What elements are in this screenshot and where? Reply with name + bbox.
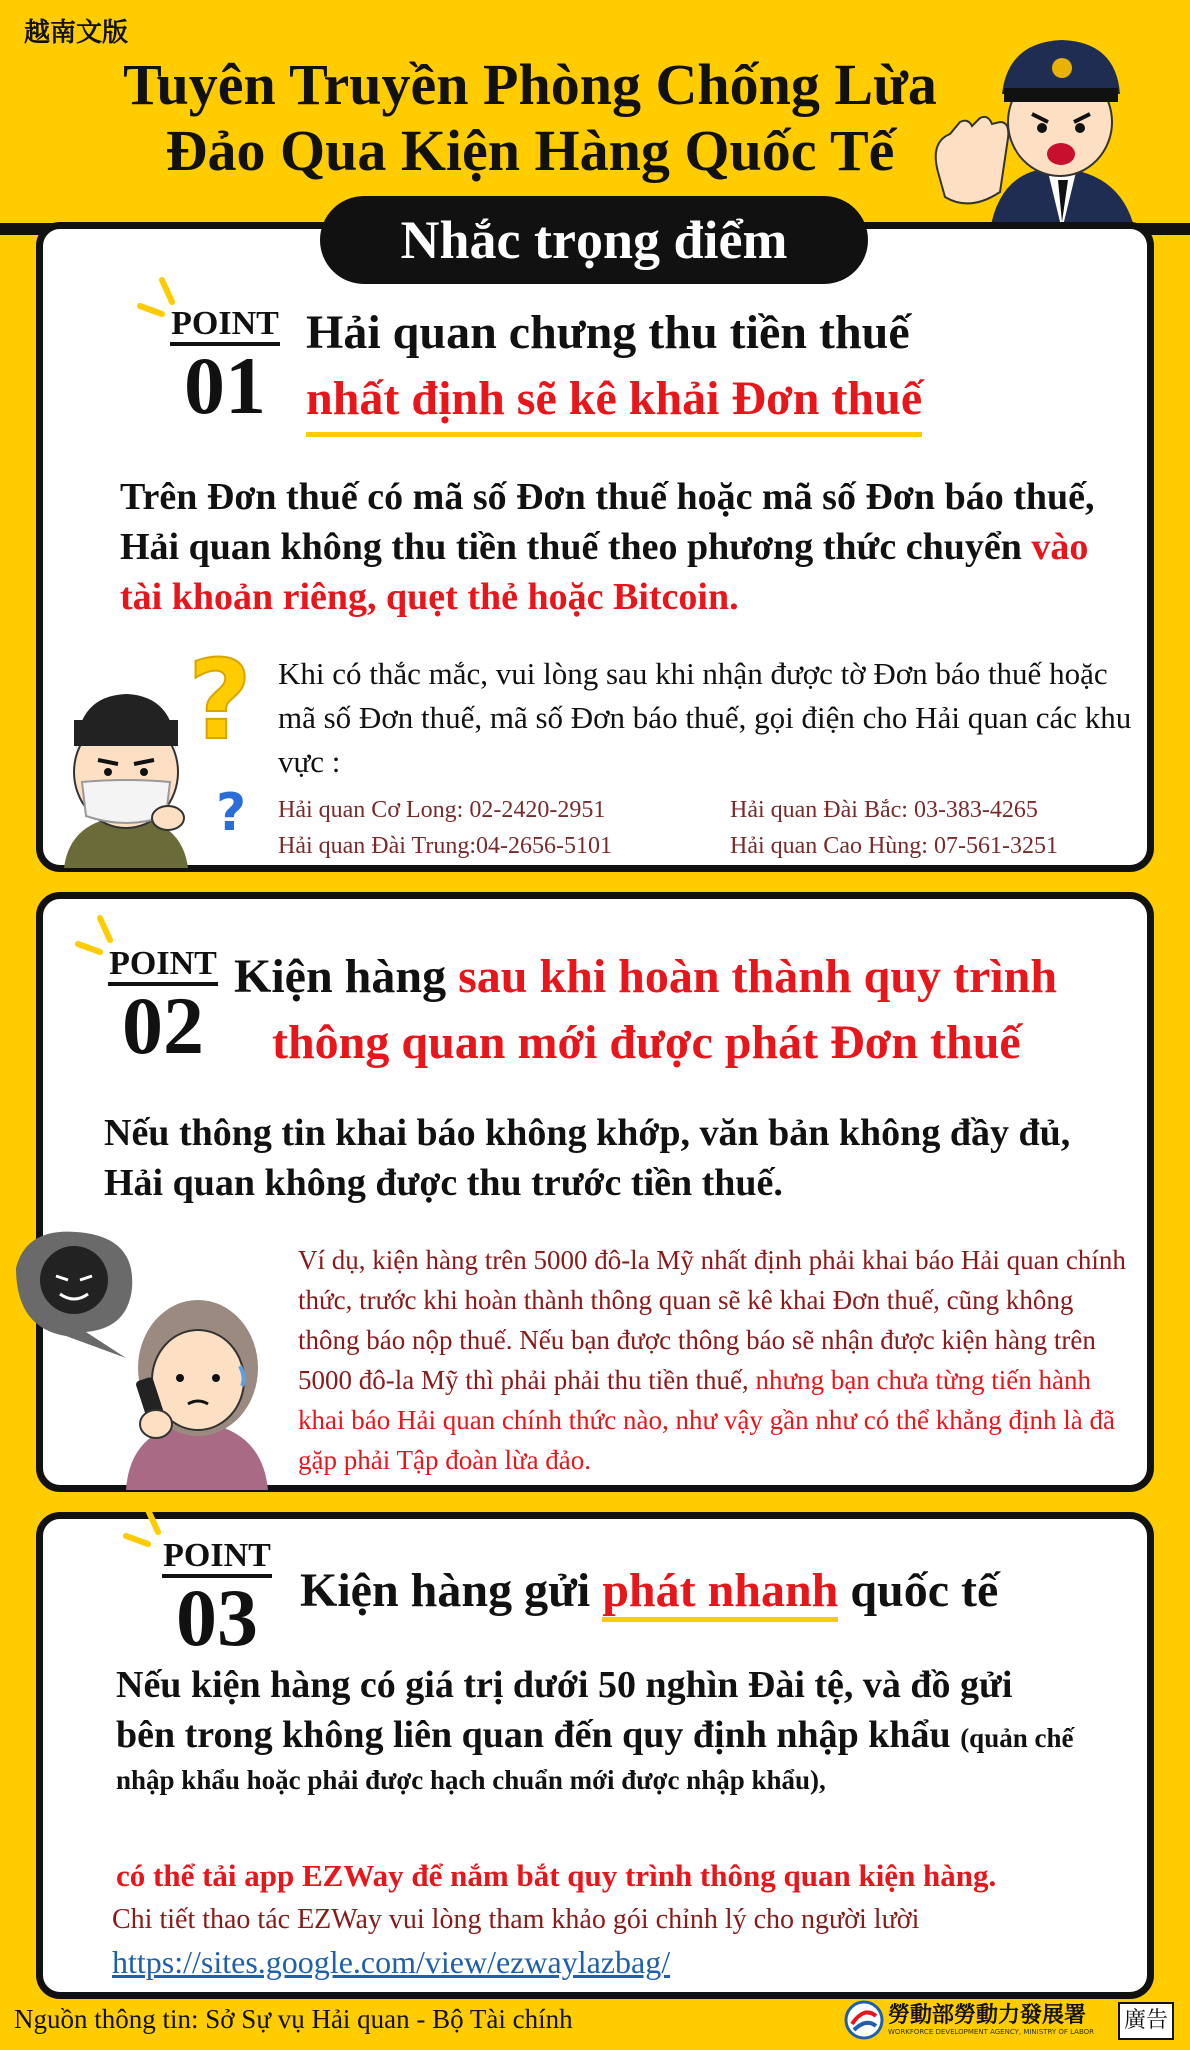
contact-taipei: Hải quan Đài Bắc: 03-383-4265	[730, 797, 1038, 823]
point-number: 01	[184, 340, 266, 431]
language-tag: 越南文版	[24, 18, 129, 48]
key-points-pill: Nhắc trọng điểm	[320, 196, 868, 284]
workforce-agency-logo	[844, 1998, 1110, 2044]
contact-keelung: Hải quan Cơ Long: 02-2420-2951	[278, 797, 606, 823]
point-03-detail: Chi tiết thao tác EZWay vui lòng tham khảo gói chỉnh lý cho người lười	[112, 1904, 920, 1935]
page-title	[60, 52, 1000, 184]
point-02-example	[298, 1240, 1138, 1480]
contact-kaohsiung: Hải quan Cao Hùng: 07-561-3251	[730, 833, 1058, 859]
svg-text:?: ?	[188, 650, 252, 764]
point-03-heading-suffix: quốc tế	[838, 1564, 999, 1617]
point-03-heading	[300, 1558, 1140, 1624]
point-02-body: Nếu thông tin khai báo không khớp, văn bản không đầy đủ, Hải quan không được thu trước tiền thuế.	[104, 1112, 1071, 1204]
customs-officer-illustration	[56, 650, 266, 868]
scam-call-illustration	[6, 1228, 296, 1490]
point-02-heading-line2: thông quan mới được phát Đơn thuế	[272, 1016, 1021, 1069]
point-02-heading-text: Kiện hàng	[234, 950, 459, 1003]
point-03-heading-text: Kiện hàng gửi	[300, 1564, 603, 1617]
point-01-badge	[170, 305, 280, 431]
point-01-heading-line2: nhất định sẽ kê khải Đơn thuế	[306, 366, 922, 437]
point-01-body-highlight: vào tài khoản riêng, quẹt thẻ hoặc Bitcoin.	[120, 526, 1089, 618]
point-label: POINT	[170, 306, 280, 346]
agency-name-en: WORKFORCE DEVELOPMENT AGENCY, MINISTRY OF LABOR	[888, 2028, 1095, 2036]
page-title-line1: Tuyên Truyền Phòng Chống Lừa	[123, 52, 937, 117]
point-02-heading	[234, 944, 1134, 1076]
point-01-note: Khi có thắc mắc, vui lòng sau khi nhận được tờ Đơn báo thuế hoặc mã số Đơn thuế, mã số Đơn báo thuế, gọi điện cho Hải quan các khu vực :	[278, 656, 1132, 779]
point-02-example-text: Ví dụ, kiện hàng trên 5000 đô-la Mỹ nhất định phải khai báo Hải quan chính thức, trước khi hoàn thành thông quan sẽ kê khai Đơn thuế, cũng không thông báo nộp thuế. Nếu bạn được thông báo sẽ nhận được kiện hàng trên 5000 đô-la Mỹ thì phải phải thu tiền thuế,	[298, 1245, 1126, 1395]
point-01-heading-line1: Hải quan chưng thu tiền thuế	[306, 306, 910, 359]
point-03-ezway-tip: có thể tải app EZWay để nắm bắt quy trình thông quan kiện hàng.	[116, 1858, 997, 1893]
point-label: POINT	[108, 946, 218, 986]
point-01-body	[120, 472, 1100, 622]
point-number: 02	[122, 980, 204, 1071]
point-01-heading	[306, 300, 1126, 437]
point-03-heading-highlight: phát nhanh	[602, 1564, 838, 1622]
svg-text:?: ?	[216, 783, 247, 843]
point-03-body-text: Nếu kiện hàng có giá trị dưới 50 nghìn Đài tệ, và đồ gửi bên trong không liên quan đến quy định nhập khẩu	[116, 1664, 1013, 1756]
contact-taichung: Hải quan Đài Trung:04-2656-5101	[278, 833, 612, 859]
point-03-body	[116, 1660, 1076, 1800]
point-03-badge	[162, 1537, 272, 1663]
point-number: 03	[176, 1572, 258, 1663]
ezway-guide-link[interactable]: https://sites.google.com/view/ezwaylazbag/	[112, 1944, 671, 1980]
point-02-heading-highlight: sau khi hoàn thành quy trình	[458, 950, 1058, 1003]
agency-emblem-icon	[844, 2000, 884, 2040]
page-title-line2: Đảo Qua Kiện Hàng Quốc Tế	[165, 118, 895, 183]
ad-badge: 廣告	[1118, 2002, 1174, 2040]
point-01-body-text: Trên Đơn thuế có mã số Đơn thuế hoặc mã số Đơn báo thuế, Hải quan không thu tiền thuế theo phương thức chuyển	[120, 476, 1095, 568]
police-officer-illustration	[920, 22, 1160, 230]
source-credit: Nguồn thông tin: Sở Sự vụ Hải quan - Bộ Tài chính	[14, 2004, 573, 2034]
point-02-badge	[108, 945, 218, 1071]
point-label: POINT	[162, 1538, 272, 1578]
agency-name-cn: 勞動部勞動力發展署	[888, 2003, 1087, 2028]
point-03-body-note: (quản chế nhập khẩu hoặc phải được hạch chuẩn mới được nhập khẩu),	[116, 1723, 1074, 1795]
point-02-example-warning: nhưng bạn chưa từng tiến hành khai báo Hải quan chính thức nào, như vậy gần như có thể khẳng định là đã gặp phải Tập đoàn lừa đảo.	[298, 1365, 1115, 1475]
